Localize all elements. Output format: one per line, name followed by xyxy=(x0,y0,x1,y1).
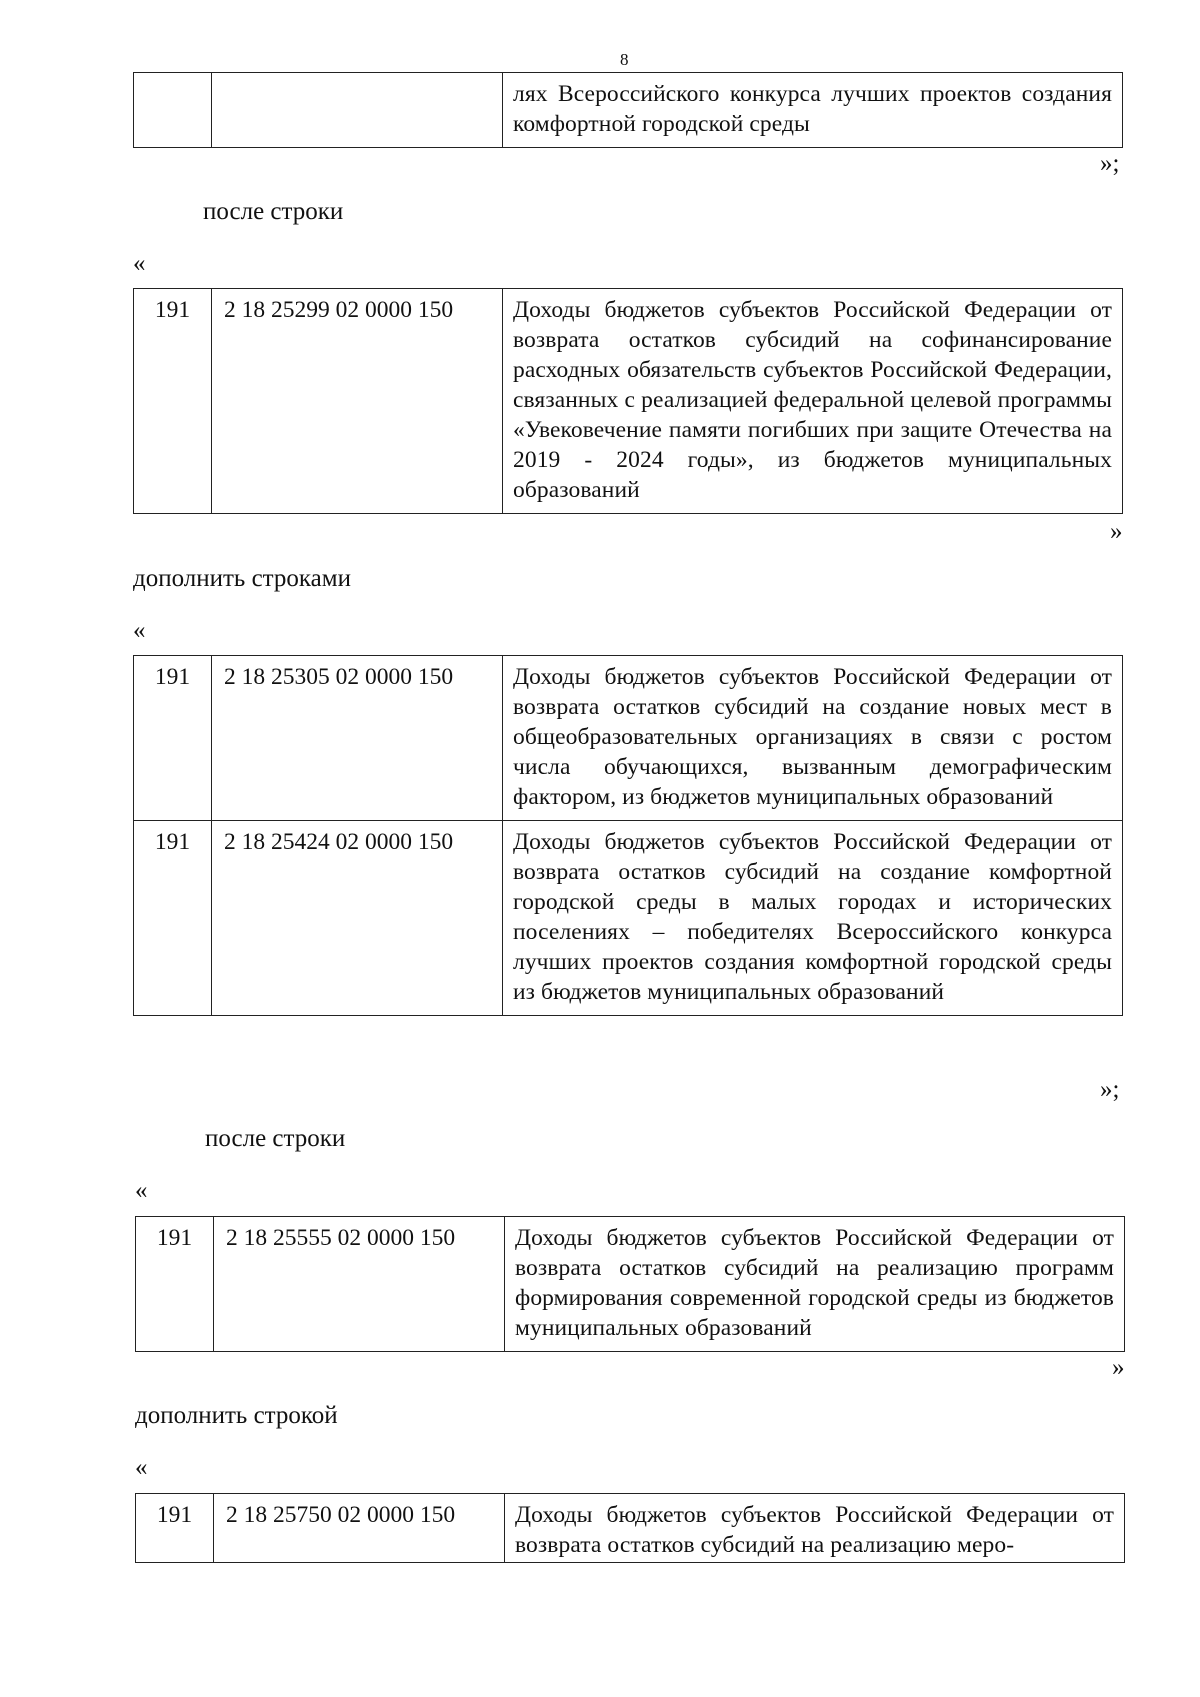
description-cell: Доходы бюджетов субъектов Российской Федерации от возврата остатков субсидий на создание новых мест в общеобразовательных организациях в связи с ростом числа обучающихся, вызванным демографическим фактором, из бюджетов муниципальных образований xyxy=(503,656,1123,821)
page-number: 8 xyxy=(620,50,629,69)
code-cell xyxy=(212,73,503,148)
closing-quote: »; xyxy=(1100,1076,1120,1103)
description-cell: Доходы бюджетов субъектов Российской Федерации от возврата остатков субсидий на реализацию программ формирования современной городской среды из бюджетов муниципальных образований xyxy=(505,1217,1125,1352)
table-block-1 xyxy=(133,288,1123,514)
description-cell: лях Всероссийского конкурса лучших проектов создания комфортной городской среды xyxy=(503,73,1123,148)
description-cell: Доходы бюджетов субъектов Российской Федерации от возврата остатков субсидий на софинансирование расходных обязательств субъектов Российской Федерации, связанных с реализацией федеральной целевой программы «Увековечение памяти погибших при защите Отечества на 2019 - 2024 годы», из бюджетов муниципальных образований xyxy=(503,289,1123,514)
code-cell: 2 18 25555 02 0000 150 xyxy=(214,1217,505,1352)
code-cell: 2 18 25424 02 0000 150 xyxy=(212,821,503,1016)
instruction-text: дополнить строкой xyxy=(135,1402,338,1429)
code-admin-cell: 191 xyxy=(134,821,212,1016)
opening-quote: « xyxy=(135,1454,148,1481)
table-row xyxy=(136,1217,1125,1352)
instruction-text: после строки xyxy=(203,198,344,225)
closing-quote: » xyxy=(1110,518,1123,545)
opening-quote: « xyxy=(135,1177,148,1204)
opening-quote: « xyxy=(133,617,146,644)
code-cell: 2 18 25305 02 0000 150 xyxy=(212,656,503,821)
table-block-4 xyxy=(135,1493,1125,1563)
description-cell: Доходы бюджетов субъектов Российской Федерации от возврата остатков субсидий на реализацию меро- xyxy=(505,1494,1125,1563)
table-row xyxy=(134,656,1123,821)
table-row xyxy=(134,289,1123,514)
instruction-text: дополнить строками xyxy=(133,565,351,592)
code-admin-cell: 191 xyxy=(136,1494,214,1563)
code-admin-cell: 191 xyxy=(136,1217,214,1352)
table-block-3 xyxy=(135,1216,1125,1352)
instruction-text: после строки xyxy=(205,1125,346,1152)
code-admin-cell: 191 xyxy=(134,289,212,514)
table-row xyxy=(134,73,1123,148)
table-block-2 xyxy=(133,655,1123,1016)
code-cell: 2 18 25299 02 0000 150 xyxy=(212,289,503,514)
continued-table xyxy=(133,72,1123,148)
closing-quote: » xyxy=(1112,1354,1125,1381)
opening-quote: « xyxy=(133,250,146,277)
code-admin-cell xyxy=(134,73,212,148)
code-admin-cell: 191 xyxy=(134,656,212,821)
closing-quote: »; xyxy=(1100,150,1120,177)
table-row xyxy=(136,1494,1125,1563)
description-cell: Доходы бюджетов субъектов Российской Федерации от возврата остатков субсидий на создание комфортной городской среды в малых городах и исторических поселениях – победителях Всероссийского конкурса лучших проектов создания комфортной городской среды из бюджетов муниципальных образований xyxy=(503,821,1123,1016)
table-row xyxy=(134,821,1123,1016)
code-cell: 2 18 25750 02 0000 150 xyxy=(214,1494,505,1563)
